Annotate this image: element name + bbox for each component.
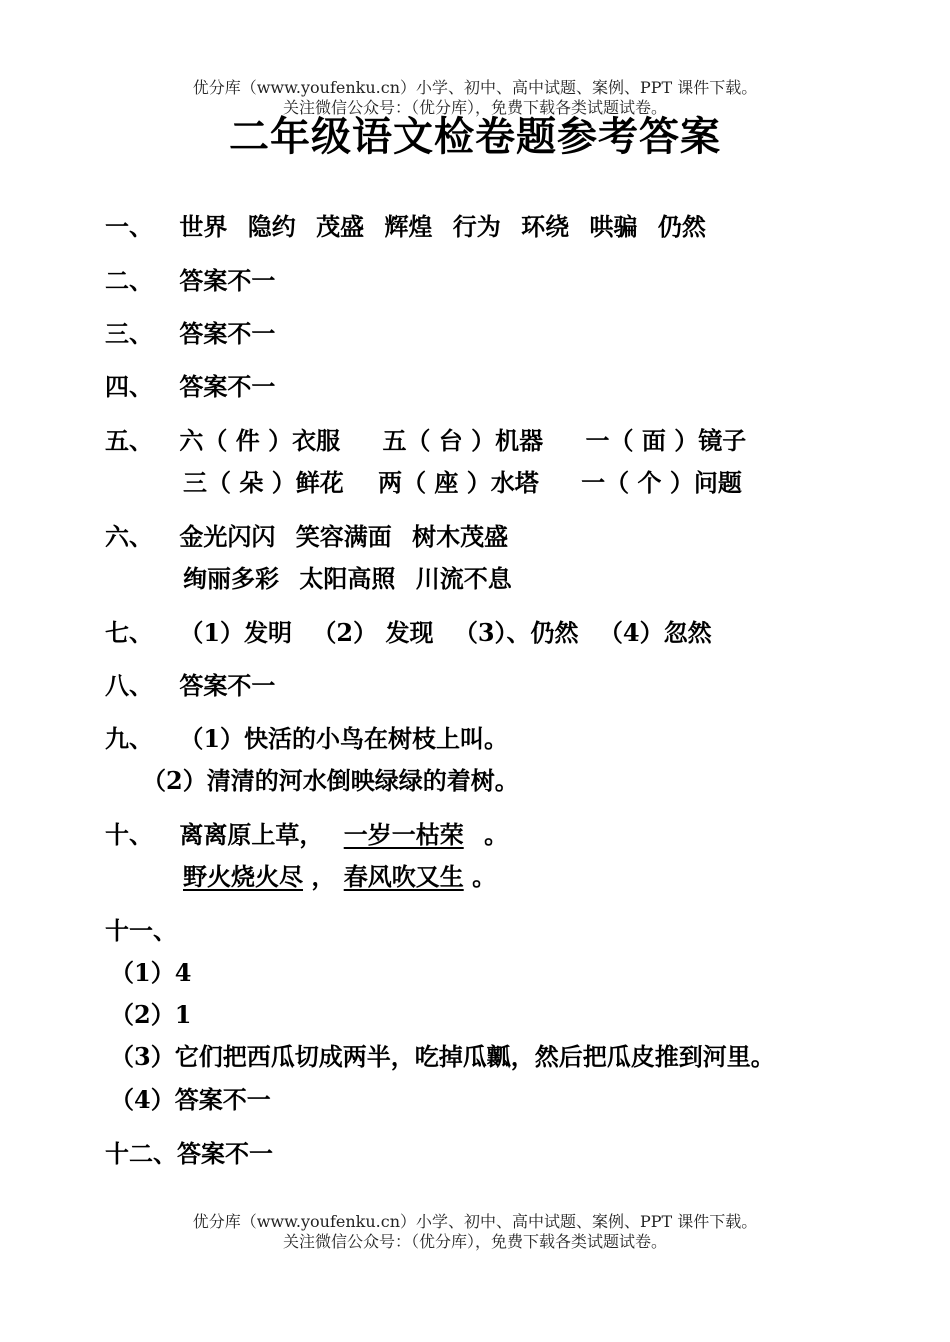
answer-11-item-3 (110, 1042, 775, 1072)
poem-punctuation: 。 (484, 820, 509, 849)
measure-word-item: 三（ 朵 ）鲜花 (183, 468, 344, 497)
answer-text: 答案不一 (179, 671, 276, 700)
answer-11 (105, 916, 177, 946)
measure-word-item: 一（ 面 ）镜子 (585, 426, 747, 455)
answer-1 (105, 212, 706, 242)
answer-12 (105, 1139, 273, 1169)
answer-item: （3）它们把西瓜切成两半，吃掉瓜瓤，然后把瓜皮推到河里。 (110, 1042, 775, 1071)
poem-punctuation: 。 (472, 862, 497, 891)
page-title: 二年级语文检卷题参考答案 (229, 113, 721, 160)
footer-line-1: 优分库（www.youfenku.cn）小学、初中、高中试题、案例、PPT 课件下载。 (192, 1212, 758, 1231)
header-line-2: 关注微信公众号：（优分库），免费下载各类试题试卷。 (282, 98, 667, 117)
answer-5-line-2 (183, 468, 742, 498)
answer-6 (105, 522, 508, 552)
idiom: 笑容满面 (295, 522, 392, 551)
poem-blank-answer: 一岁一枯荣 (343, 820, 464, 849)
page-footer (0, 1212, 950, 1252)
answer-2 (105, 266, 275, 296)
answer-11-item-1 (110, 958, 191, 988)
answer-item: （4）答案不一 (110, 1085, 271, 1114)
answer-6-line-2 (183, 564, 512, 594)
answer-number: 一、 (105, 212, 153, 241)
idiom: 绚丽多彩 (183, 564, 279, 593)
answer-11-item-4 (110, 1085, 271, 1115)
measure-word-item: 一（ 个 ）问题 (581, 468, 742, 497)
answer-10-line-2 (183, 862, 496, 892)
idiom: 川流不息 (415, 564, 512, 593)
answer-item: （1）4 (110, 958, 192, 987)
answer-4 (105, 372, 275, 402)
answer-11-item-2 (110, 1000, 191, 1030)
answer-text: 答案不一 (179, 266, 276, 295)
answer-number: 七、 (105, 618, 153, 647)
poem-punctuation: ， (311, 862, 336, 891)
answer-number: 十、 (105, 820, 153, 849)
measure-word-item: 五（ 台 ）机器 (382, 426, 544, 455)
answer-number: 九、 (105, 724, 153, 753)
word: 辉煌 (384, 212, 433, 241)
answer-text: 答案不一 (179, 319, 276, 348)
answer-item: （1）发明 (179, 618, 293, 647)
answer-number: 二、 (105, 266, 153, 295)
poem-blank-answer: 春风吹又生 (343, 862, 464, 891)
answer-sentence: （1）快活的小鸟在树枝上叫。 (179, 724, 509, 753)
answer-text: 答案不一 (179, 372, 276, 401)
answer-sentence: （2）清清的河水倒映绿绿的着树。 (142, 766, 519, 795)
answer-number: 五、 (105, 426, 153, 455)
answer-item: （2）1 (110, 1000, 192, 1029)
answer-7 (105, 618, 712, 648)
answer-number: 四、 (105, 372, 153, 401)
word: 哄骗 (589, 212, 638, 241)
answer-3 (105, 319, 275, 349)
answer-9-line-2 (142, 766, 519, 796)
answer-number: 八、 (105, 671, 153, 700)
idiom: 太阳高照 (299, 564, 396, 593)
answer-item: （4）忽然 (598, 618, 712, 647)
answer-number: 三、 (105, 319, 153, 348)
word: 隐约 (247, 212, 296, 241)
idiom: 金光闪闪 (179, 522, 276, 551)
answer-number: 六、 (105, 522, 153, 551)
answer-10 (105, 820, 508, 850)
answer-5 (105, 426, 746, 456)
poem-blank-answer: 野火烧火尽 (183, 862, 303, 891)
footer-line-2: 关注微信公众号：（优分库），免费下载各类试题试卷。 (282, 1232, 667, 1251)
answer-text: 十二、答案不一 (105, 1139, 273, 1168)
answer-item: （3）、仍然 (453, 618, 579, 647)
word: 仍然 (657, 212, 706, 241)
answer-number: 十一、 (105, 916, 177, 945)
word: 茂盛 (316, 212, 365, 241)
answer-8 (105, 671, 275, 701)
idiom: 树木茂盛 (412, 522, 509, 551)
header-line-1: 优分库（www.youfenku.cn）小学、初中、高中试题、案例、PPT 课件下载。 (192, 78, 758, 97)
answer-item: （2） 发现 (312, 618, 434, 647)
word: 世界 (179, 212, 228, 241)
word: 行为 (452, 212, 501, 241)
answer-9 (105, 724, 508, 754)
measure-word-item: 六（ 件 ）衣服 (179, 426, 341, 455)
measure-word-item: 两（ 座 ）水塔 (378, 468, 539, 497)
poem-text: 离离原上草， (179, 820, 324, 849)
word: 环绕 (521, 212, 570, 241)
